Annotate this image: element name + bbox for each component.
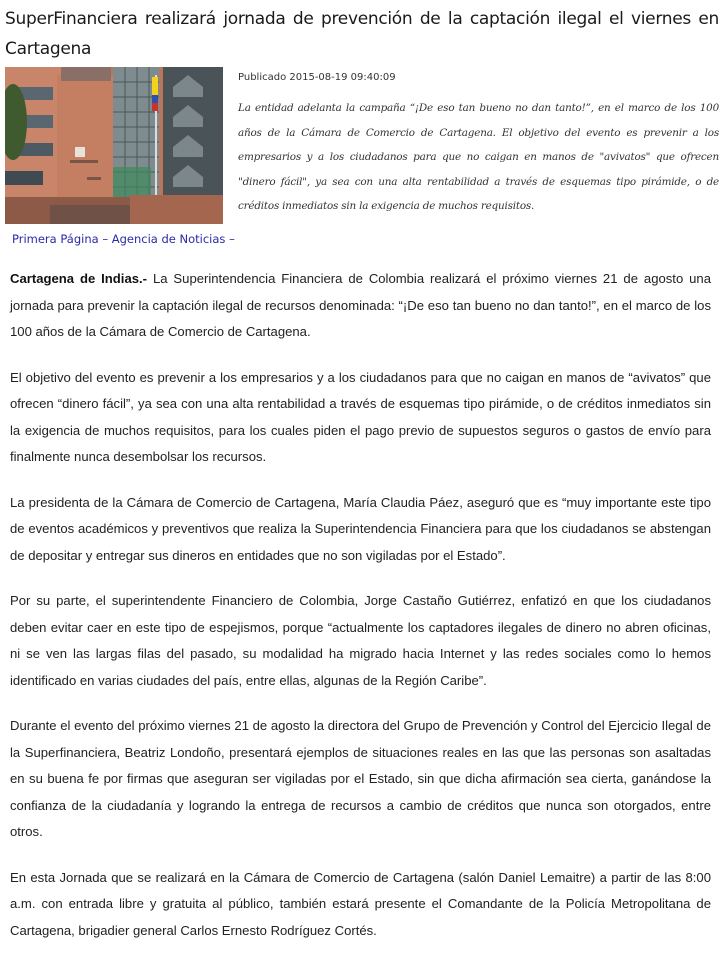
paragraph: Por su parte, el superintendente Financiero de Colombia, Jorge Castaño Gutiérrez, enfatizó en que los ciudadanos deben evitar caer en este tipo de espejismos, porque “actualmente los captadores ilegales de dinero no abren oficinas, ni se ven las largas filas del pasado, su modalidad ha migrado hacia Internet y las redes sociales como lo hemos identificado en varias ciudades del país, entre ellas, algunas de la Región Caribe”. <box>10 593 711 688</box>
building-image <box>5 67 223 224</box>
article-body <box>10 266 711 963</box>
article-photo <box>5 67 223 224</box>
paragraph: La presidenta de la Cámara de Comercio de Cartagena, María Claudia Páez, aseguró que es “muy importante este tipo de eventos académicos y preventivos que realiza la Superintendencia Financiera para que los ciudadanos se abstengan de depositar y entregar sus dineros en entidades que no son vigiladas por el Estado”. <box>10 494 711 563</box>
breadcrumb-primera-pagina[interactable]: Primera Página <box>12 232 99 246</box>
breadcrumb-separator: – <box>102 232 109 246</box>
dateline: Cartagena de Indias.- <box>10 271 148 286</box>
paragraph: En esta Jornada que se realizará en la Cámara de Comercio de Cartagena (salón Daniel Lemaitre) a partir de las 8:00 a.m. con entrada libre y gratuita al público, también estará presente el Comandante de la Policía Metropolitana de Cartagena, brigadier general Carlos Ernesto Rodríguez Cortés. <box>10 869 711 938</box>
paragraph: El objetivo del evento es prevenir a los empresarios y a los ciudadanos para que no caigan en manos de “avivatos” que ofrecen “dinero fácil”, ya sea con una alta rentabilidad a través de esquemas tipo pirámide, o de créditos inmediatos sin la exigencia de muchos requisitos, para los cuales piden el pago previo de supuestos seguros o gastos de envío para finalmente nunca desembolsar los recursos. <box>10 369 711 464</box>
paragraph: Durante el evento del próximo viernes 21 de agosto la directora del Grupo de Prevención y Control del Ejercicio Ilegal de la Superfinanciera, Beatriz Londoño, presentará ejemplos de situaciones reales en las que las personas son asaltadas en su buena fe por firmas que aseguran ser vigiladas por el Estado, sin que dicha afirmación sea cierta, ganándose la confianza de la ciudadanía y logrando la entrega de recursos a cambio de créditos que nunca son otorgados, entre otros. <box>10 718 711 839</box>
article-summary: La entidad adelanta la campaña “¡De eso tan bueno no dan tanto!”, en el marco de los 100 años de la Cámara de Comercio de Cartagena. El objetivo del evento es prevenir a los empresarios y a los ciudadanos para que no caigan en manos de "avivatos" que ofrecen "dinero fácil", ya sea con una alta rentabilidad a través de esquemas tipo pirámide, o de créditos inmediatos sin la exigencia de muchos requisitos. <box>238 102 719 212</box>
breadcrumb <box>12 232 235 246</box>
published-date: Publicado 2015-08-19 09:40:09 <box>238 72 396 83</box>
article-title: SuperFinanciera realizará jornada de prevención de la captación ilegal el viernes en Cartagena <box>5 9 719 59</box>
paragraph-lead <box>10 266 711 346</box>
paragraph-text: La Superintendencia Financiera de Colombia realizará el próximo viernes 21 de agosto una jornada para prevenir la captación ilegal de recursos denominada: “¡De eso tan bueno no dan tanto!”, en el marco de los 100 años de la Cámara de Comercio de Cartagena. <box>10 271 711 339</box>
breadcrumb-separator: – <box>229 232 235 246</box>
breadcrumb-agencia-de-noticias[interactable]: Agencia de Noticias <box>111 232 226 246</box>
